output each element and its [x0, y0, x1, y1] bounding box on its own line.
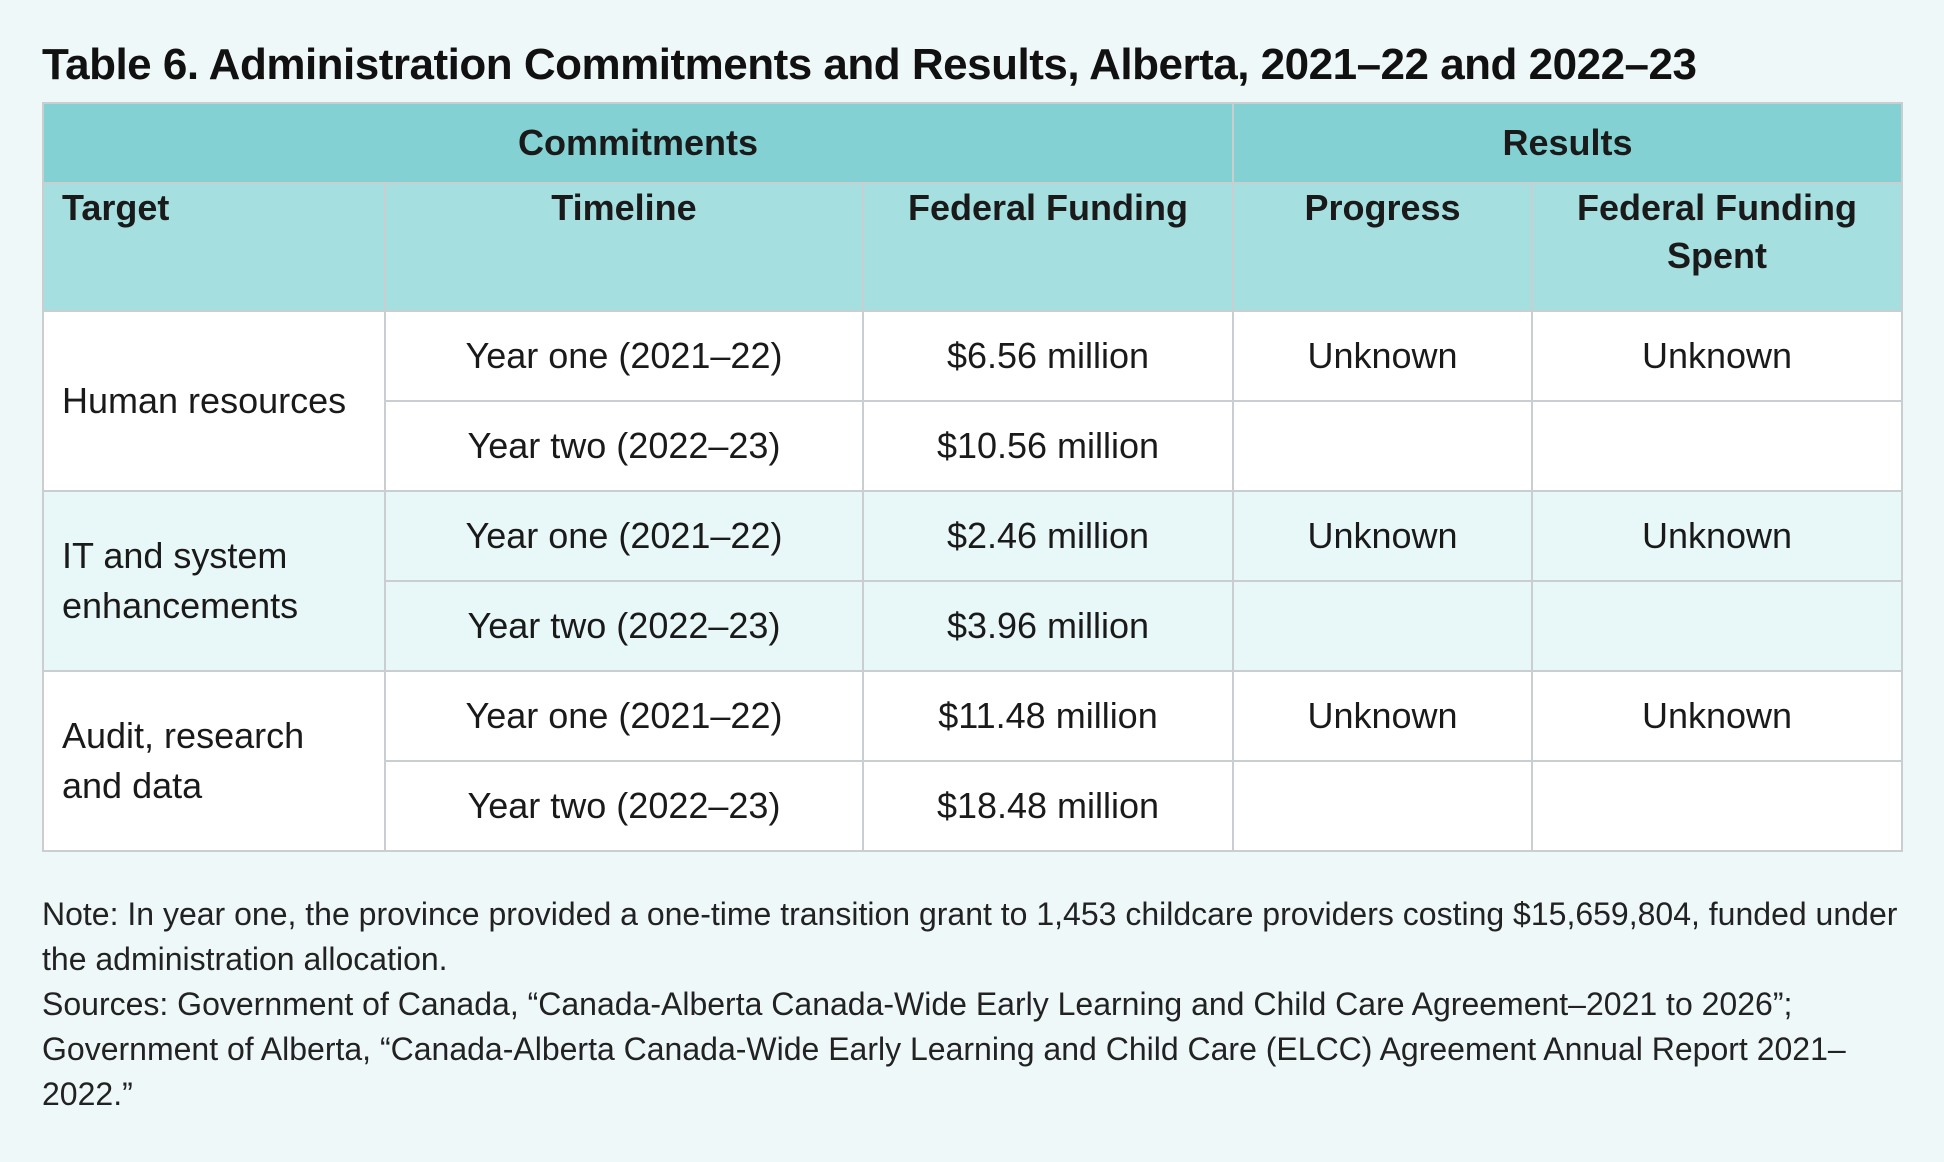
progress-cell: Unknown [1233, 491, 1532, 581]
table-row [43, 311, 1902, 401]
spent-cell [1532, 401, 1902, 491]
funding-cell: $2.46 million [863, 491, 1233, 581]
funding-cell: $3.96 million [863, 581, 1233, 671]
progress-cell [1233, 581, 1532, 671]
spent-cell: Unknown [1532, 491, 1902, 581]
timeline-cell: Year one (2021–22) [385, 671, 863, 761]
column-header-timeline: Timeline [385, 183, 863, 311]
column-header-progress: Progress [1233, 183, 1532, 311]
timeline-cell: Year one (2021–22) [385, 491, 863, 581]
target-cell: Human resources [43, 311, 385, 491]
table-title: Table 6. Administration Commitments and Results, Alberta, 2021–22 and 2022–23 [42, 40, 1697, 89]
timeline-cell: Year one (2021–22) [385, 311, 863, 401]
spent-cell: Unknown [1532, 671, 1902, 761]
spent-cell: Unknown [1532, 311, 1902, 401]
administration-table [42, 102, 1903, 852]
table-row [43, 491, 1902, 581]
group-header-commitments: Commitments [43, 103, 1233, 183]
timeline-cell: Year two (2022–23) [385, 761, 863, 851]
column-header-federal-funding: Federal Funding [863, 183, 1233, 311]
column-header-target: Target [43, 183, 385, 311]
progress-cell: Unknown [1233, 671, 1532, 761]
sources-text: Sources: Government of Canada, “Canada-Alberta Canada-Wide Early Learning and Child Care Agreement–2021 to 2026”; Government of Alberta, “Canada-Alberta Canada-Wide Early Learning and Child Care (ELCC) Agreement Annual Report 2021–2022.” [42, 986, 1846, 1112]
column-header-federal-funding-spent: Federal Funding Spent [1532, 183, 1902, 311]
group-header-results: Results [1233, 103, 1902, 183]
timeline-cell: Year two (2022–23) [385, 581, 863, 671]
table-notes [42, 892, 1902, 1117]
spent-cell [1532, 581, 1902, 671]
table-row [43, 671, 1902, 761]
funding-cell: $10.56 million [863, 401, 1233, 491]
progress-cell [1233, 401, 1532, 491]
progress-cell [1233, 761, 1532, 851]
funding-cell: $6.56 million [863, 311, 1233, 401]
timeline-cell: Year two (2022–23) [385, 401, 863, 491]
funding-cell: $11.48 million [863, 671, 1233, 761]
spent-cell [1532, 761, 1902, 851]
funding-cell: $18.48 million [863, 761, 1233, 851]
target-cell: Audit, research and data [43, 671, 385, 851]
note-text: Note: In year one, the province provided a one-time transition grant to 1,453 childcare providers costing $15,659,804, funded under the administration allocation. [42, 896, 1898, 977]
progress-cell: Unknown [1233, 311, 1532, 401]
target-cell: IT and system enhancements [43, 491, 385, 671]
